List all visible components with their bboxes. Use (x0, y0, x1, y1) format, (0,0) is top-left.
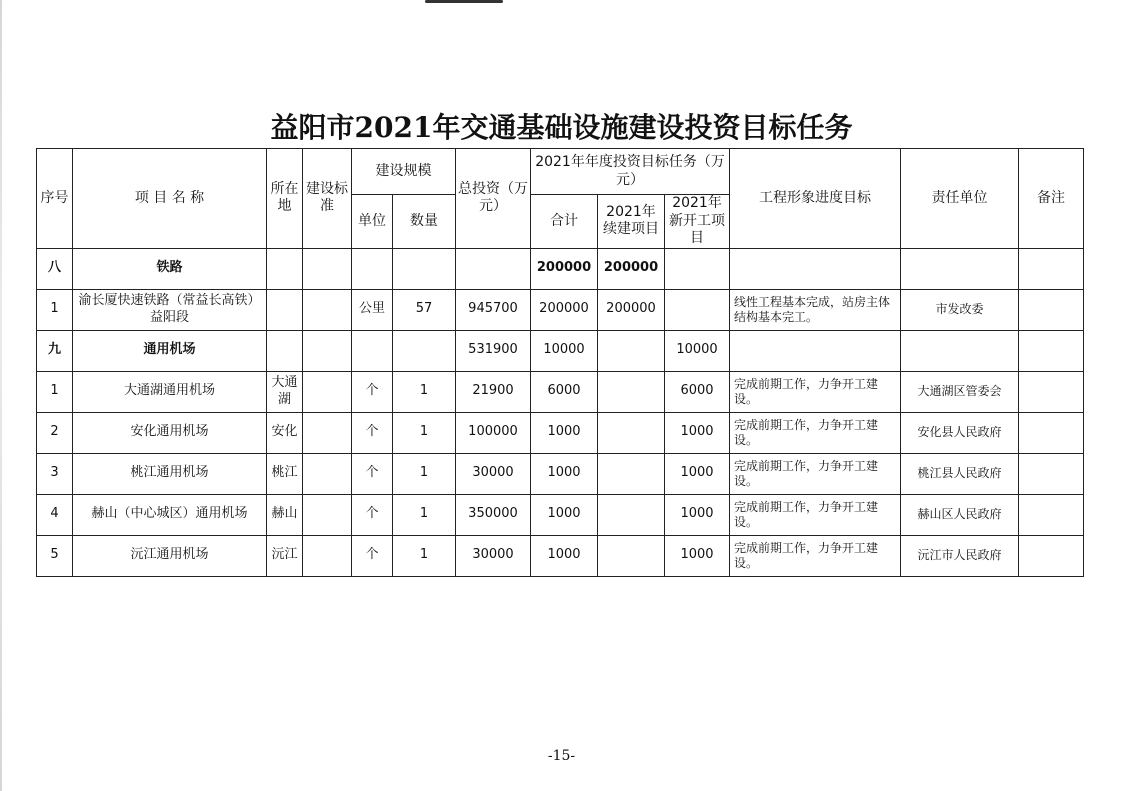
cell-standard (303, 371, 352, 412)
page-title: 益阳市2021年交通基础设施建设投资目标任务 (270, 111, 853, 144)
cell-continued: 200000 (598, 289, 665, 330)
cell-responsible: 大通湖区管委会 (901, 371, 1019, 412)
cell-location: 安化 (267, 412, 303, 453)
scan-mark (425, 0, 503, 3)
header-project-name: 项 目 名 称 (73, 149, 267, 249)
cell-total: 945700 (456, 289, 531, 330)
cell-responsible: 安化县人民政府 (901, 412, 1019, 453)
cell-quantity: 1 (393, 412, 456, 453)
cell-continued (598, 535, 665, 576)
cell-continued (598, 412, 665, 453)
table-row (37, 453, 1084, 494)
header-location: 所在地 (267, 149, 303, 249)
page-number: -15- (547, 748, 576, 764)
cell-location (267, 330, 303, 371)
cell-responsible (901, 248, 1019, 289)
cell-responsible: 赫山区人民政府 (901, 494, 1019, 535)
cell-responsible (901, 330, 1019, 371)
cell-continued (598, 453, 665, 494)
header-annual-target: 2021年年度投资目标任务（万元） (531, 149, 730, 195)
cell-location: 大通湖 (267, 371, 303, 412)
cell-name: 赫山（中心城区）通用机场 (73, 494, 267, 535)
cell-standard (303, 494, 352, 535)
cell-seq: 5 (37, 535, 73, 576)
cell-remarks (1019, 330, 1084, 371)
cell-quantity (393, 330, 456, 371)
cell-seq: 九 (37, 330, 73, 371)
header-quantity: 数量 (393, 195, 456, 249)
cell-total: 30000 (456, 453, 531, 494)
cell-quantity: 57 (393, 289, 456, 330)
cell-name: 大通湖通用机场 (73, 371, 267, 412)
cell-quantity: 1 (393, 494, 456, 535)
cell-remarks (1019, 453, 1084, 494)
cell-continued (598, 330, 665, 371)
cell-total: 100000 (456, 412, 531, 453)
header-standard: 建设标准 (303, 149, 352, 249)
cell-location (267, 248, 303, 289)
cell-location (267, 289, 303, 330)
cell-standard (303, 289, 352, 330)
cell-new-start: 10000 (665, 330, 730, 371)
cell-unit (352, 248, 393, 289)
cell-name: 渝长厦快速铁路（常益长高铁）益阳段 (73, 289, 267, 330)
investment-table (36, 148, 1084, 577)
cell-new-start: 6000 (665, 371, 730, 412)
cell-seq: 2 (37, 412, 73, 453)
cell-seq: 八 (37, 248, 73, 289)
cell-unit (352, 330, 393, 371)
cell-location: 沅江 (267, 535, 303, 576)
header-subtotal: 合计 (531, 195, 598, 249)
header-progress-goal: 工程形象进度目标 (730, 149, 901, 249)
cell-quantity (393, 248, 456, 289)
cell-continued: 200000 (598, 248, 665, 289)
cell-subtotal: 200000 (531, 248, 598, 289)
cell-progress: 完成前期工作，力争开工建设。 (730, 494, 901, 535)
cell-new-start: 1000 (665, 453, 730, 494)
cell-remarks (1019, 289, 1084, 330)
header-continued: 2021年续建项目 (598, 195, 665, 249)
cell-unit: 个 (352, 494, 393, 535)
cell-total: 30000 (456, 535, 531, 576)
cell-standard (303, 412, 352, 453)
cell-standard (303, 535, 352, 576)
table-row (37, 371, 1084, 412)
header-seq: 序号 (37, 149, 73, 249)
cell-subtotal: 1000 (531, 494, 598, 535)
cell-name: 桃江通用机场 (73, 453, 267, 494)
cell-new-start: 1000 (665, 412, 730, 453)
table-row (37, 494, 1084, 535)
cell-unit: 个 (352, 371, 393, 412)
section-row (37, 248, 1084, 289)
cell-standard (303, 248, 352, 289)
cell-location: 桃江 (267, 453, 303, 494)
cell-subtotal: 10000 (531, 330, 598, 371)
cell-new-start (665, 248, 730, 289)
table-row (37, 412, 1084, 453)
cell-subtotal: 6000 (531, 371, 598, 412)
cell-unit: 公里 (352, 289, 393, 330)
cell-remarks (1019, 412, 1084, 453)
cell-progress: 完成前期工作，力争开工建设。 (730, 453, 901, 494)
cell-remarks (1019, 248, 1084, 289)
header-remarks: 备注 (1019, 149, 1084, 249)
cell-total: 21900 (456, 371, 531, 412)
cell-remarks (1019, 535, 1084, 576)
cell-new-start: 1000 (665, 535, 730, 576)
cell-remarks (1019, 371, 1084, 412)
cell-progress (730, 330, 901, 371)
cell-quantity: 1 (393, 453, 456, 494)
cell-total: 531900 (456, 330, 531, 371)
cell-new-start: 1000 (665, 494, 730, 535)
section-row (37, 330, 1084, 371)
cell-unit: 个 (352, 412, 393, 453)
cell-name: 沅江通用机场 (73, 535, 267, 576)
cell-progress: 完成前期工作，力争开工建设。 (730, 371, 901, 412)
cell-progress: 完成前期工作，力争开工建设。 (730, 535, 901, 576)
cell-new-start (665, 289, 730, 330)
cell-subtotal: 1000 (531, 453, 598, 494)
cell-progress: 线性工程基本完成，站房主体结构基本完工。 (730, 289, 901, 330)
cell-name: 通用机场 (73, 330, 267, 371)
cell-seq: 4 (37, 494, 73, 535)
cell-seq: 1 (37, 371, 73, 412)
cell-continued (598, 371, 665, 412)
header-total-investment: 总投资（万元） (456, 149, 531, 249)
cell-total: 350000 (456, 494, 531, 535)
cell-responsible: 沅江市人民政府 (901, 535, 1019, 576)
cell-seq: 3 (37, 453, 73, 494)
cell-subtotal: 1000 (531, 535, 598, 576)
cell-continued (598, 494, 665, 535)
cell-remarks (1019, 494, 1084, 535)
header-row-1 (37, 149, 1084, 195)
header-new-start: 2021年新开工项目 (665, 195, 730, 249)
cell-progress: 完成前期工作，力争开工建设。 (730, 412, 901, 453)
cell-subtotal: 200000 (531, 289, 598, 330)
cell-unit: 个 (352, 535, 393, 576)
cell-responsible: 市发改委 (901, 289, 1019, 330)
table-row (37, 289, 1084, 330)
header-scale: 建设规模 (352, 149, 456, 195)
cell-quantity: 1 (393, 371, 456, 412)
cell-location: 赫山 (267, 494, 303, 535)
header-responsible: 责任单位 (901, 149, 1019, 249)
cell-total (456, 248, 531, 289)
cell-seq: 1 (37, 289, 73, 330)
cell-subtotal: 1000 (531, 412, 598, 453)
header-unit: 单位 (352, 195, 393, 249)
cell-name: 安化通用机场 (73, 412, 267, 453)
cell-standard (303, 453, 352, 494)
cell-standard (303, 330, 352, 371)
cell-quantity: 1 (393, 535, 456, 576)
cell-responsible: 桃江县人民政府 (901, 453, 1019, 494)
cell-unit: 个 (352, 453, 393, 494)
table-row (37, 535, 1084, 576)
cell-progress (730, 248, 901, 289)
cell-name: 铁路 (73, 248, 267, 289)
